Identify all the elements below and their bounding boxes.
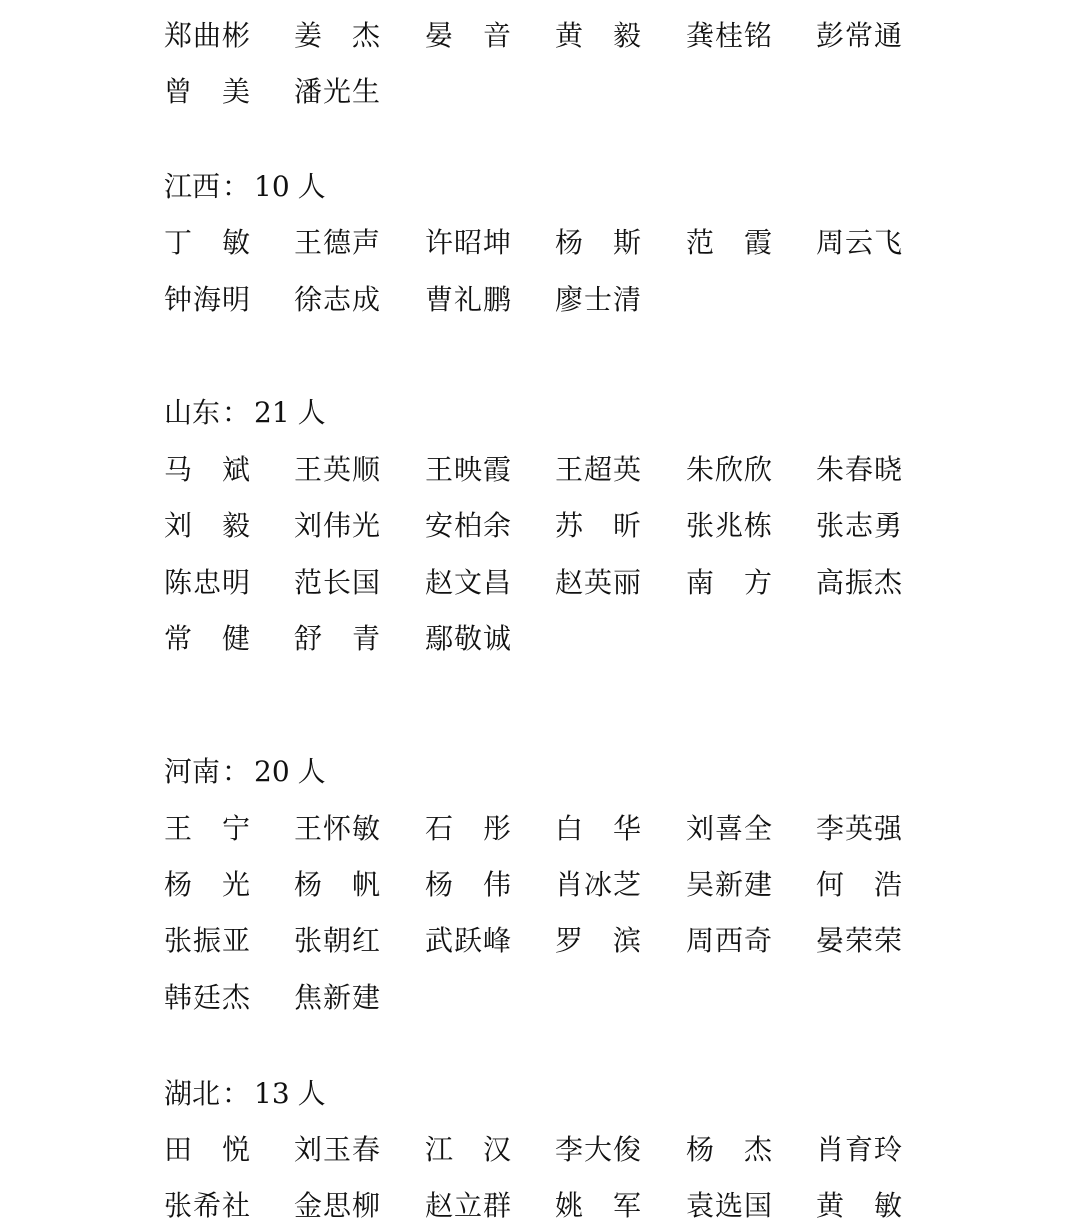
heading-count: 21 — [254, 396, 290, 429]
person-name: 石 彤 — [425, 812, 512, 845]
person-name: 许 昭 坤 — [425, 226, 512, 259]
name-row — [164, 72, 924, 112]
person-name: 周 云 飞 — [816, 226, 903, 259]
person-name: 王 映 霞 — [425, 453, 512, 486]
name-row — [164, 809, 924, 849]
person-name: 范 霞 — [686, 226, 773, 259]
person-name: 王 怀 敏 — [294, 812, 381, 845]
person-name: 王 德 声 — [294, 226, 381, 259]
person-name: 钟 海 明 — [164, 283, 251, 316]
person-name: 张 希 社 — [164, 1189, 251, 1222]
person-name: 丁 敏 — [164, 226, 251, 259]
person-name: 朱 春 晓 — [816, 453, 903, 486]
heading-sep: ： — [222, 170, 251, 203]
person-name: 武 跃 峰 — [425, 924, 512, 957]
person-name: 焦 新 建 — [294, 981, 381, 1014]
person-name: 杨 杰 — [686, 1133, 773, 1166]
person-name: 何 浩 — [816, 868, 903, 901]
person-name: 金 思 柳 — [294, 1189, 381, 1222]
person-name: 马 斌 — [164, 453, 251, 486]
person-name: 吴 新 建 — [686, 868, 773, 901]
person-name: 袁 选 国 — [686, 1189, 773, 1222]
person-name: 高 振 杰 — [816, 566, 903, 599]
person-name: 安 柏 余 — [425, 509, 512, 542]
heading-sep: ： — [222, 1077, 251, 1110]
name-row — [164, 921, 924, 961]
person-name: 陈 忠 明 — [164, 566, 251, 599]
heading-unit: 人 — [297, 1077, 326, 1110]
name-row — [164, 506, 924, 546]
person-name: 张 振 亚 — [164, 924, 251, 957]
name-row — [164, 1130, 924, 1170]
heading-province: 江西 — [164, 170, 221, 203]
person-name: 肖 育 玲 — [816, 1133, 903, 1166]
person-name: 杨 斯 — [555, 226, 642, 259]
person-name: 赵 立 群 — [425, 1189, 512, 1222]
name-row — [164, 450, 924, 490]
person-name: 刘 毅 — [164, 509, 251, 542]
heading-unit: 人 — [297, 170, 326, 203]
section-heading — [164, 393, 326, 433]
person-name: 杨 光 — [164, 868, 251, 901]
person-name: 杨 帆 — [294, 868, 381, 901]
name-row — [164, 619, 924, 659]
person-name: 彭 常 通 — [816, 19, 903, 52]
person-name: 常 健 — [164, 622, 251, 655]
person-name: 江 汉 — [425, 1133, 512, 1166]
person-name: 刘 伟 光 — [294, 509, 381, 542]
person-name: 张 志 勇 — [816, 509, 903, 542]
heading-sep: ： — [222, 396, 251, 429]
person-name: 白 华 — [555, 812, 642, 845]
person-name: 南 方 — [686, 566, 773, 599]
person-name: 范 长 国 — [294, 566, 381, 599]
name-row — [164, 978, 924, 1018]
section-heading — [164, 1074, 326, 1114]
person-name: 田 悦 — [164, 1133, 251, 1166]
person-name: 郑 曲 彬 — [164, 19, 251, 52]
name-row — [164, 563, 924, 603]
person-name: 赵 文 昌 — [425, 566, 512, 599]
person-name: 晏 荣 荣 — [816, 924, 903, 957]
name-row — [164, 223, 924, 263]
person-name: 罗 滨 — [555, 924, 642, 957]
heading-province: 河南 — [164, 755, 221, 788]
person-name: 黄 毅 — [555, 19, 642, 52]
person-name: 赵 英 丽 — [555, 566, 642, 599]
person-name: 刘 玉 春 — [294, 1133, 381, 1166]
person-name: 朱 欣 欣 — [686, 453, 773, 486]
person-name: 肖 冰 芝 — [555, 868, 642, 901]
person-name: 杨 伟 — [425, 868, 512, 901]
name-row — [164, 1186, 924, 1226]
person-name: 张 朝 红 — [294, 924, 381, 957]
heading-count: 13 — [254, 1077, 290, 1110]
section-heading — [164, 167, 326, 207]
person-name: 张 兆 栋 — [686, 509, 773, 542]
name-row — [164, 865, 924, 905]
name-row — [164, 280, 924, 320]
person-name: 龚 桂 铭 — [686, 19, 773, 52]
heading-unit: 人 — [297, 396, 326, 429]
person-name: 王 超 英 — [555, 453, 642, 486]
person-name: 王 宁 — [164, 812, 251, 845]
person-name: 周 西 奇 — [686, 924, 773, 957]
person-name: 姜 杰 — [294, 19, 381, 52]
person-name: 刘 喜 全 — [686, 812, 773, 845]
heading-count: 10 — [254, 170, 290, 203]
heading-province: 山东 — [164, 396, 221, 429]
person-name: 王 英 顺 — [294, 453, 381, 486]
person-name: 鄢 敬 诚 — [425, 622, 512, 655]
person-name: 姚 军 — [555, 1189, 642, 1222]
section-heading — [164, 752, 326, 792]
name-row — [164, 16, 924, 56]
person-name: 曹 礼 鹏 — [425, 283, 512, 316]
heading-province: 湖北 — [164, 1077, 221, 1110]
person-name: 潘 光 生 — [294, 75, 381, 108]
person-name: 晏 音 — [425, 19, 512, 52]
heading-sep: ： — [222, 755, 251, 788]
person-name: 徐 志 成 — [294, 283, 381, 316]
person-name: 苏 昕 — [555, 509, 642, 542]
person-name: 廖 士 清 — [555, 283, 642, 316]
person-name: 曾 美 — [164, 75, 251, 108]
heading-count: 20 — [254, 755, 290, 788]
person-name: 韩 廷 杰 — [164, 981, 251, 1014]
person-name: 李 大 俊 — [555, 1133, 642, 1166]
heading-unit: 人 — [297, 755, 326, 788]
person-name: 黄 敏 — [816, 1189, 903, 1222]
person-name: 李 英 强 — [816, 812, 903, 845]
person-name: 舒 青 — [294, 622, 381, 655]
